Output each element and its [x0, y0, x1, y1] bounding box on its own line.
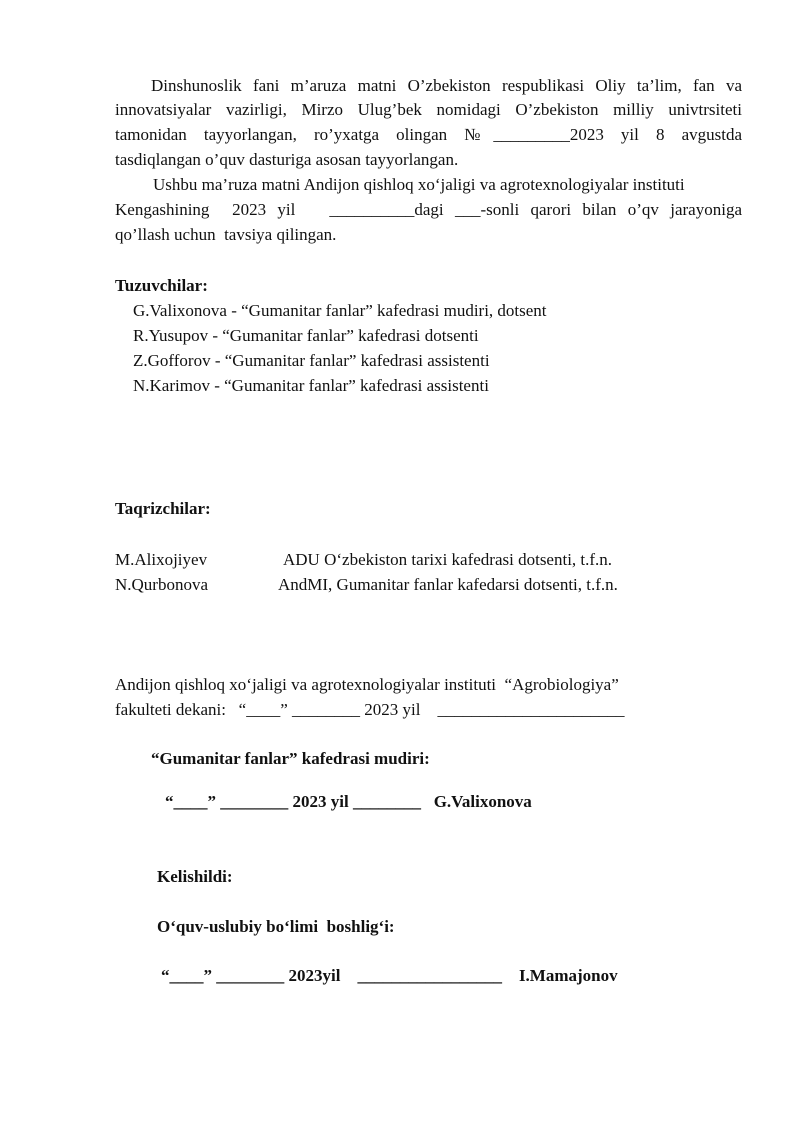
kelishildi-heading: Kelishildi: [157, 867, 233, 886]
taqrizchi-name: M.Alixojiyev [115, 550, 208, 569]
tuzuvchi-item: R.Yusupov - “Gumanitar fanlar” kafedrasi dotsenti [133, 326, 479, 345]
dekan-line-1: Andijon qishloq xo‘jaligi va agrotexnologiyalar instituti “Agrobiologiya” [115, 675, 619, 694]
kelishildi-sign-line: “____” ________ 2023yil _________________ I.Mamajonov [161, 966, 618, 985]
intro-line-1: Dinshunoslik fani m’aruza matni O’zbekiston respublikasi Oliy ta’lim, fan va [151, 76, 742, 95]
taqrizchi-row [115, 573, 715, 669]
kafedra-heading: “Gumanitar fanlar” kafedrasi mudiri: [151, 749, 430, 768]
taqrizchilar-heading: Taqrizchilar: [115, 499, 211, 518]
taqrizchi-desc: AndMI, Gumanitar fanlar kafedarsi dotsenti, t.f.n. [278, 575, 618, 594]
intro-line-3: tamonidan tayyorlangan, ro’yxatga olingan №_________2023 yil 8 avgustda [115, 125, 742, 144]
taqrizchi-desc: ADU O‘zbekiston tarixi kafedrasi dotsenti, t.f.n. [283, 550, 613, 569]
tuzuvchi-item: G.Valixonova - “Gumanitar fanlar” kafedrasi mudiri, dotsent [133, 301, 547, 320]
intro-p2-line-1: Ushbu ma’ruza matni Andijon qishloq xo‘jaligi va agrotexnologiyalar instituti [153, 175, 685, 194]
tuzuvchilar-heading: Tuzuvchilar: [115, 276, 208, 295]
tuzuvchi-item: N.Karimov - “Gumanitar fanlar” kafedrasi assistenti [133, 376, 489, 395]
intro-p2-line-2: Kengashining 2023 yil __________dagi ___-sonli qarori bilan o’qv jarayoniga [115, 200, 742, 219]
intro-p2-line-3: qo’llash uchun tavsiya qilingan. [115, 225, 337, 244]
oquv-uslubiy-heading: O‘quv-uslubiy bo‘limi boshlig‘i: [157, 917, 395, 936]
taqrizchi-name: N.Qurbonova [115, 575, 209, 594]
intro-line-2: innovatsiyalar vazirligi, Mirzo Ulug’bek nomidagi O’zbekiston milliy univtrsiteti [115, 100, 742, 119]
intro-line-4: tasdiqlangan o’quv dasturiga asosan tayyorlangan. [115, 150, 459, 169]
tuzuvchi-item: Z.Gofforov - “Gumanitar fanlar” kafedrasi assistenti [133, 351, 490, 370]
kafedra-sign-line: “____” ________ 2023 yil ________ G.Valixonova [165, 792, 532, 811]
dekan-line-2: fakulteti dekani: “____” ________ 2023 yil ______________________ [115, 700, 625, 719]
